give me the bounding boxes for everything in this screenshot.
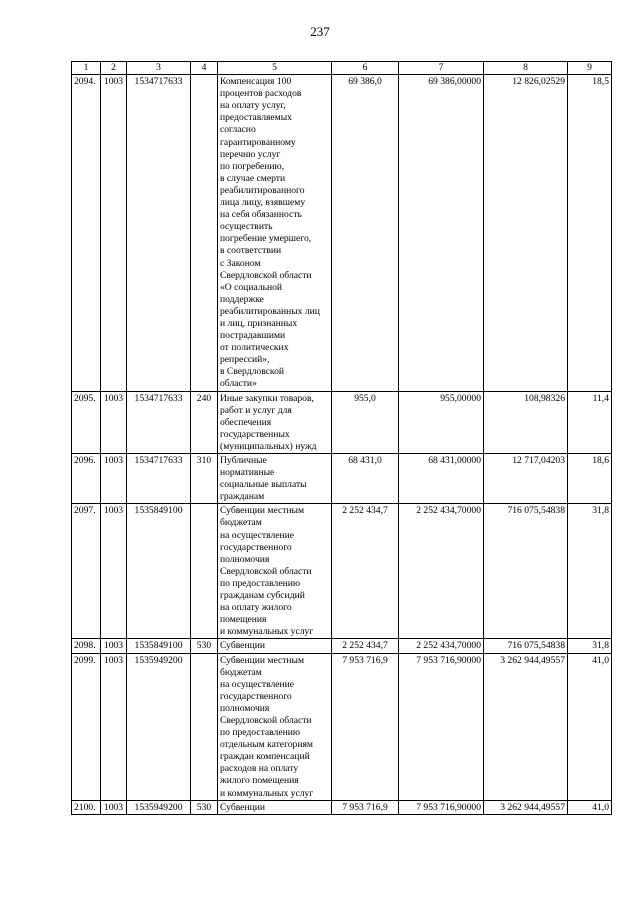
description-line: от политических [220,342,289,354]
execution-percent: 18,5 [568,75,612,391]
description-line: по предоставлению [220,727,301,739]
description-line: Свердловской области [220,714,312,726]
planned-amount: 2 252 434,7 [332,504,399,639]
description-line: Иные закупки товаров, [220,392,314,404]
description-line: по погребению, [220,160,285,172]
table-row [72,75,612,391]
description-line: жилого помещения [220,775,299,787]
planned-amount: 2 252 434,7 [332,639,399,653]
description [218,639,332,653]
description-line: бюджетам [220,517,262,529]
description-line: с Законом [220,257,261,269]
approved-amount: 955,00000 [399,391,484,453]
section-code: 1003 [101,75,127,391]
description-line: репрессий», [220,354,270,366]
description-line: Свердловской области [220,269,312,281]
description-line: Субвенции местным [220,654,305,666]
description-line: и коммунальных услуг [220,626,314,638]
description-line: граждан компенсаций [220,751,310,763]
description-line: на оплату услуг, [220,100,286,112]
planned-amount: 7 953 716,9 [332,800,399,814]
description [218,454,332,504]
description-line: и лиц, признанных [220,317,298,329]
table-row [72,454,612,504]
header-cell-9: 9 [568,62,612,75]
planned-amount: 69 386,0 [332,75,399,391]
row-number: 2099. [72,653,101,800]
description-line: расходов на оплату [220,763,299,775]
target-code: 1535949200 [127,800,191,814]
header-cell-4: 4 [191,62,218,75]
description-line: Компенсация 100 [220,76,292,88]
executed-amount: 716 075,54838 [484,639,568,653]
row-number: 2100. [72,800,101,814]
execution-percent: 41,0 [568,800,612,814]
target-code: 1534717633 [127,75,191,391]
description-line: и коммунальных услуг [220,787,314,799]
section-code: 1003 [101,653,127,800]
description-line: Публичные [220,455,267,466]
description-line: помещения [220,614,267,626]
header-cell-6: 6 [332,62,399,75]
header-cell-3: 3 [127,62,191,75]
expense-type: 530 [191,639,218,653]
executed-amount: 3 262 944,49557 [484,653,568,800]
table-row [72,504,612,639]
description-line: государственных [220,428,290,440]
description-line: реабилитированного [220,184,305,196]
description-line: на осуществление [220,529,295,541]
section-code: 1003 [101,504,127,639]
description-line: процентов расходов [220,88,302,100]
expense-type: 530 [191,800,218,814]
target-code: 1534717633 [127,454,191,504]
description-line: Субвенции [220,801,265,813]
description-line: государственного [220,541,292,553]
description [218,75,332,391]
table-row [72,639,612,653]
description-line: Субвенции местным [220,505,305,517]
table-body [72,75,612,815]
header-cell-8: 8 [484,62,568,75]
description-line: погребение умершего, [220,233,312,245]
description-line: работ и услуг для [220,404,292,416]
executed-amount: 12 717,04203 [484,454,568,504]
expense-type [191,504,218,639]
description [218,391,332,453]
description-line: полномочия [220,553,270,565]
description-line: предоставляемых [220,112,292,124]
description-line: «О социальной [220,281,283,293]
description-line: гражданам [220,491,265,503]
expense-type [191,653,218,800]
description-line: бюджетам [220,666,262,678]
row-number: 2095. [72,391,101,453]
description-line: гарантированному [220,136,296,148]
row-number: 2097. [72,504,101,639]
budget-table [71,61,612,815]
description-line: полномочия [220,702,270,714]
approved-amount: 7 953 716,90000 [399,653,484,800]
approved-amount: 68 431,00000 [399,454,484,504]
description-line: обеспечения [220,416,272,428]
description-line: области» [220,378,257,390]
expense-type [191,75,218,391]
description-line: отдельным категориям [220,739,313,751]
description-line: реабилитированных лиц [220,305,320,317]
description-line: поддержке [220,293,264,305]
executed-amount: 716 075,54838 [484,504,568,639]
execution-percent: 11,4 [568,391,612,453]
execution-percent: 31,8 [568,639,612,653]
target-code: 1534717633 [127,391,191,453]
description-line: Свердловской области [220,565,312,577]
header-cell-2: 2 [101,62,127,75]
description-line: в случае смерти [220,172,286,184]
section-code: 1003 [101,800,127,814]
description-line: гражданам субсидий [220,590,305,602]
header-cell-7: 7 [399,62,484,75]
expense-type: 310 [191,454,218,504]
description-line: согласно [220,124,256,136]
description-line: на оплату жилого [220,602,292,614]
approved-amount: 7 953 716,90000 [399,800,484,814]
description [218,800,332,814]
planned-amount: 7 953 716,9 [332,653,399,800]
section-code: 1003 [101,639,127,653]
description-line: на себя обязанность [220,209,302,221]
row-number: 2098. [72,639,101,653]
row-number: 2096. [72,454,101,504]
executed-amount: 12 826,02529 [484,75,568,391]
approved-amount: 2 252 434,70000 [399,639,484,653]
execution-percent: 31,8 [568,504,612,639]
description-line: социальные выплаты [220,479,307,491]
description-line: пострадавшими [220,330,286,342]
header-cell-5: 5 [218,62,332,75]
planned-amount: 955,0 [332,391,399,453]
description-line: в соответствии [220,245,282,257]
header-cell-1: 1 [72,62,101,75]
table-row [72,653,612,800]
description-line: Субвенции [220,640,265,652]
target-code: 1535949200 [127,653,191,800]
description-line: государственного [220,690,292,702]
execution-percent: 41,0 [568,653,612,800]
description-line: перечню услуг [220,148,281,160]
table-row [72,800,612,814]
target-code: 1535849100 [127,504,191,639]
approved-amount: 69 386,00000 [399,75,484,391]
executed-amount: 108,98326 [484,391,568,453]
description-line: на осуществление [220,678,295,690]
target-code: 1535849100 [127,639,191,653]
description [218,504,332,639]
section-code: 1003 [101,454,127,504]
executed-amount: 3 262 944,49557 [484,800,568,814]
execution-percent: 18,6 [568,454,612,504]
header-row [72,62,612,75]
description-line: (муниципальных) нужд [220,440,317,452]
page-number: 237 [310,24,330,39]
description-line: в Свердловской [220,366,285,378]
planned-amount: 68 431,0 [332,454,399,504]
description-line: по предоставлению [220,577,301,589]
row-number: 2094. [72,75,101,391]
expense-type: 240 [191,391,218,453]
description-line: нормативные [220,467,275,479]
description-line: лица лицу, взявшему [220,197,306,209]
description [218,653,332,800]
description-line: осуществить [220,221,273,233]
table-row [72,391,612,453]
approved-amount: 2 252 434,70000 [399,504,484,639]
section-code: 1003 [101,391,127,453]
